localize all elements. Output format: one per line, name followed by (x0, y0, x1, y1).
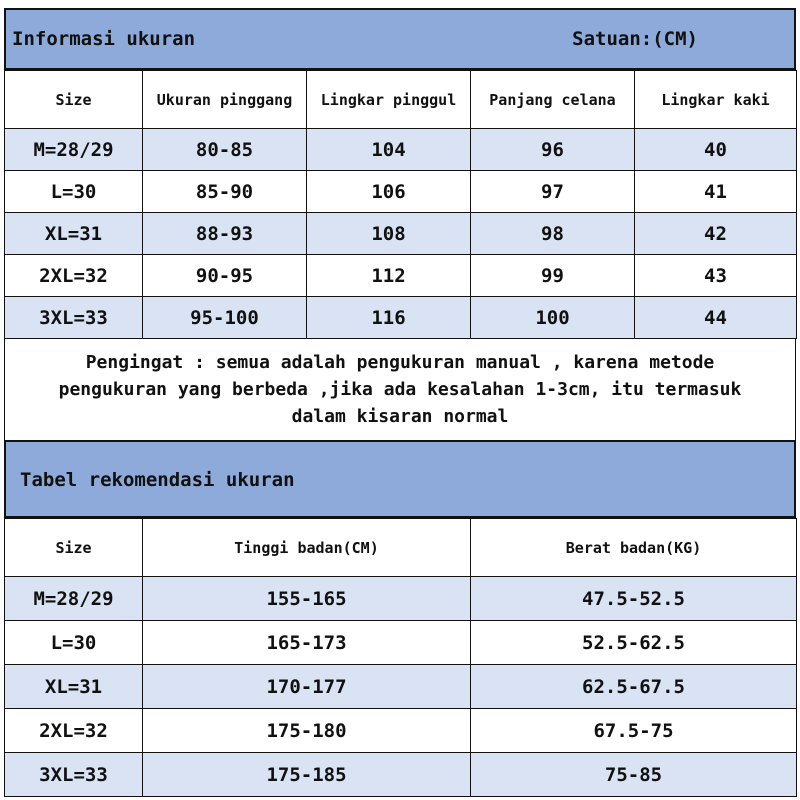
cell-size: 3XL=33 (5, 753, 143, 797)
size-info-header-row (5, 71, 797, 129)
cell-hip: 112 (307, 255, 471, 297)
cell-height: 175-180 (143, 709, 471, 753)
cell-height: 175-185 (143, 753, 471, 797)
note-line-2: pengukuran yang berbeda ,jika ada kesalahan 1-3cm, itu termasuk (58, 378, 742, 400)
recommendation-title: Tabel rekomendasi ukuran (20, 469, 295, 491)
note-line-3: dalam kisaran normal (291, 405, 509, 427)
cell-height: 155-165 (143, 577, 471, 621)
column-header-waist: Ukuran pinggang (143, 71, 307, 129)
column-header-hip: Lingkar pinggul (307, 71, 471, 129)
cell-leg: 42 (635, 213, 797, 255)
table-row (5, 297, 797, 339)
unit-label: Satuan:(CM) (572, 28, 698, 50)
cell-size: 2XL=32 (5, 709, 143, 753)
cell-weight: 67.5-75 (471, 709, 797, 753)
cell-length: 98 (471, 213, 635, 255)
cell-hip: 104 (307, 129, 471, 171)
cell-length: 100 (471, 297, 635, 339)
cell-size: XL=31 (5, 665, 143, 709)
cell-hip: 116 (307, 297, 471, 339)
cell-waist: 85-90 (143, 171, 307, 213)
cell-weight: 75-85 (471, 753, 797, 797)
cell-size: XL=31 (5, 213, 143, 255)
table-row (5, 577, 797, 621)
cell-waist: 88-93 (143, 213, 307, 255)
cell-weight: 62.5-67.5 (471, 665, 797, 709)
column-header-height: Tinggi badan(CM) (143, 519, 471, 577)
cell-leg: 40 (635, 129, 797, 171)
cell-size: 3XL=33 (5, 297, 143, 339)
cell-weight: 47.5-52.5 (471, 577, 797, 621)
column-header-length: Panjang celana (471, 71, 635, 129)
column-header-size: Size (5, 519, 143, 577)
recommendation-table (4, 518, 797, 797)
table-row (5, 665, 797, 709)
table-row (5, 213, 797, 255)
cell-waist: 95-100 (143, 297, 307, 339)
cell-size: M=28/29 (5, 577, 143, 621)
table-row (5, 753, 797, 797)
size-info-table (4, 70, 797, 339)
cell-waist: 80-85 (143, 129, 307, 171)
recommendation-header (4, 440, 796, 518)
cell-size: L=30 (5, 621, 143, 665)
cell-size: M=28/29 (5, 129, 143, 171)
cell-hip: 108 (307, 213, 471, 255)
cell-size: 2XL=32 (5, 255, 143, 297)
note-line-1: Pengingat : semua adalah pengukuran manual , karena metode (85, 351, 715, 373)
cell-weight: 52.5-62.5 (471, 621, 797, 665)
table-row (5, 129, 797, 171)
cell-leg: 44 (635, 297, 797, 339)
size-info-title: Informasi ukuran (12, 28, 196, 50)
cell-length: 97 (471, 171, 635, 213)
table-row (5, 255, 797, 297)
column-header-size: Size (5, 71, 143, 129)
table-row (5, 171, 797, 213)
cell-waist: 90-95 (143, 255, 307, 297)
cell-leg: 43 (635, 255, 797, 297)
cell-leg: 41 (635, 171, 797, 213)
column-header-weight: Berat badan(KG) (471, 519, 797, 577)
cell-height: 170-177 (143, 665, 471, 709)
table-row (5, 621, 797, 665)
cell-height: 165-173 (143, 621, 471, 665)
table-row (5, 709, 797, 753)
cell-hip: 106 (307, 171, 471, 213)
recommendation-header-row (5, 519, 797, 577)
column-header-leg: Lingkar kaki (635, 71, 797, 129)
cell-length: 96 (471, 129, 635, 171)
cell-length: 99 (471, 255, 635, 297)
measurement-note (4, 338, 796, 440)
size-info-header (4, 8, 796, 70)
cell-size: L=30 (5, 171, 143, 213)
